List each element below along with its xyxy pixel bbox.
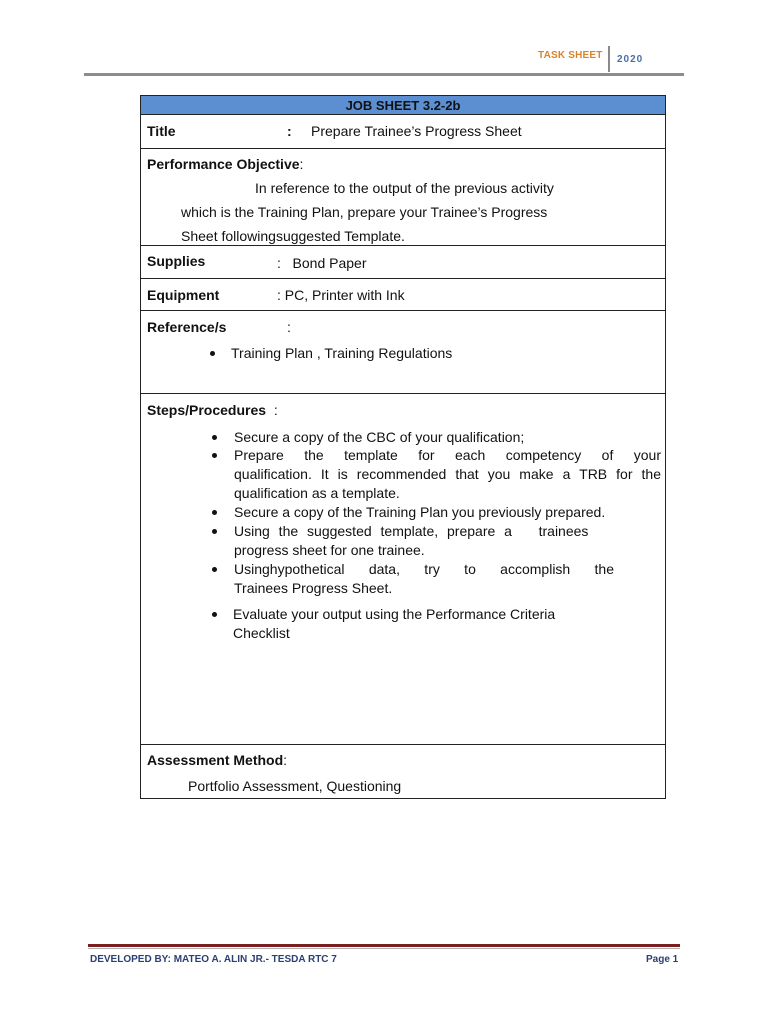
steps-label: Steps/Procedures: [147, 402, 267, 418]
equipment-label: Equipment: [147, 287, 220, 303]
steps-row: [141, 394, 665, 745]
title-value: Prepare Trainee’s Progress Sheet: [311, 123, 522, 139]
step-3-line-1: Secure a copy of the Training Plan you previously prepared.: [234, 504, 606, 520]
step-5-line-1: Usinghypothetical data, try to accomplish the: [234, 561, 614, 577]
bullet-icon: [212, 435, 217, 440]
title-row: [141, 115, 665, 149]
assessment-heading: [147, 752, 287, 768]
step-6-line-1: Evaluate your output using the Performance Criteria: [233, 606, 556, 622]
equipment-row: [141, 279, 665, 311]
performance-objective-line-3: Sheet followingsuggested Template.: [181, 228, 405, 244]
step-1-line-1: Secure a copy of the CBC of your qualification;: [234, 429, 525, 445]
bullet-icon: [212, 612, 217, 617]
performance-objective-colon: :: [299, 156, 304, 172]
steps-colon: :: [273, 402, 278, 418]
job-sheet-table: [140, 95, 666, 799]
step-4-line-2: progress sheet for one trainee.: [234, 542, 425, 558]
reference-item: Training Plan , Training Regulations: [231, 345, 453, 361]
supplies-label: Supplies: [147, 253, 206, 269]
job-sheet-heading: JOB SHEET 3.2-2b: [141, 96, 665, 115]
step-2-line-2: qualification. It is recommended that you make a TRB for the: [234, 466, 661, 482]
performance-objective-label: Performance Objective: [147, 156, 300, 172]
references-label: Reference/s: [147, 319, 227, 335]
footer-page-number: Page 1: [646, 954, 679, 965]
performance-objective-row: [141, 149, 665, 246]
performance-objective-line-1: In reference to the output of the previous activity: [255, 180, 554, 196]
steps-heading: [147, 402, 278, 418]
step-2-line-1: Prepare the template for each competency of your: [234, 447, 661, 463]
bullet-icon: [212, 510, 217, 515]
task-sheet-label: TASK SHEET: [538, 50, 603, 61]
supplies-value: : Bond Paper: [277, 255, 367, 271]
assessment-label: Assessment Method: [147, 752, 284, 768]
title-label: Title: [147, 123, 176, 139]
header-divider: [608, 46, 610, 72]
header-year: 2020: [617, 54, 644, 65]
references-colon: :: [287, 319, 291, 335]
performance-objective-line-2: which is the Training Plan, prepare your Trainee’s Progress: [181, 204, 548, 220]
assessment-colon: :: [283, 752, 288, 768]
bullet-icon: [212, 529, 217, 534]
bullet-icon: [210, 351, 215, 356]
footer-rule: [88, 944, 680, 947]
equipment-value: : PC, Printer with Ink: [277, 287, 405, 303]
performance-objective-heading: [147, 156, 303, 172]
header-rule: [84, 73, 684, 76]
assessment-value: Portfolio Assessment, Questioning: [188, 778, 402, 794]
step-6-line-2: Checklist: [233, 625, 290, 641]
assessment-row: [141, 745, 665, 800]
supplies-row: [141, 246, 665, 279]
step-2-line-3: qualification as a template.: [234, 485, 400, 501]
bullet-icon: [212, 453, 217, 458]
step-5-line-2: Trainees Progress Sheet.: [234, 580, 393, 596]
step-4-line-1: Using the suggested template, prepare a trainees: [234, 523, 589, 539]
footer-developed-by: DEVELOPED BY: MATEO A. ALIN JR.- TESDA RTC 7: [90, 954, 337, 965]
references-row: [141, 311, 665, 394]
title-colon: :: [287, 123, 292, 139]
footer-rule-thin: [88, 948, 680, 949]
bullet-icon: [212, 567, 217, 572]
